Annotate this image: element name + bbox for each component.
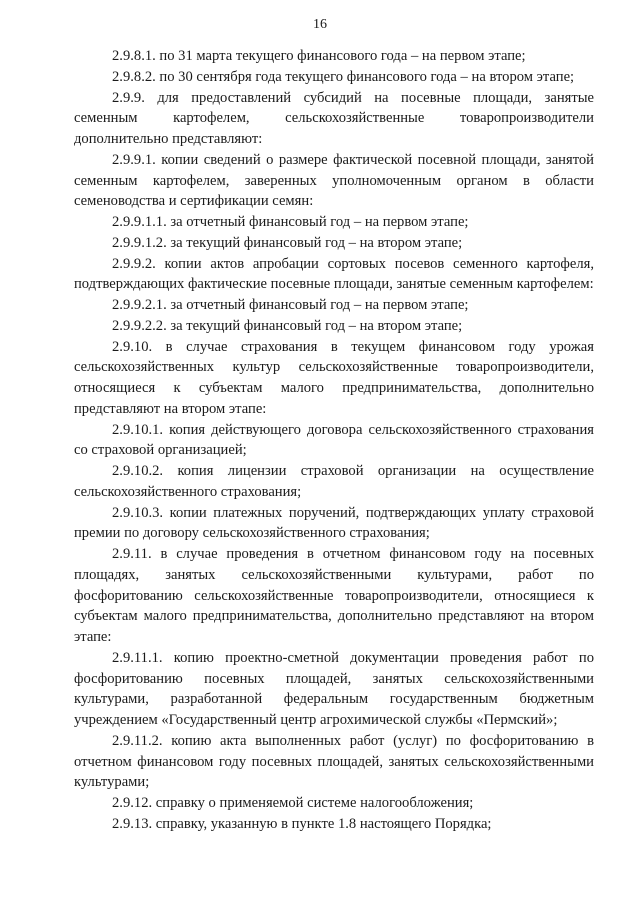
paragraph-2-9-10-2: 2.9.10.2. копия лицензии страховой организации на осуществление сельскохозяйственного страхования; (74, 463, 594, 500)
paragraph-2-9-9-1-1: 2.9.9.1.1. за отчетный финансовый год – на первом этапе; (112, 214, 469, 230)
paragraph-2-9-9-1-2: 2.9.9.1.2. за текущий финансовый год – на втором этапе; (112, 234, 463, 251)
paragraph-2-9-9-2-1: 2.9.9.2.1. за отчетный финансовый год – на первом этапе; (112, 297, 469, 313)
paragraph-2-9-10-3: 2.9.10.3. копии платежных поручений, подтверждающих уплату страховой премии по договору сельскохозяйственного страхования; (74, 504, 594, 542)
document-body (74, 46, 594, 835)
paragraph-2-9-11-2: 2.9.11.2. копию акта выполненных работ (услуг) по фосфоритованию в отчетном финансовом году посевных площадей, занятых сельскохозяйственными культурами; (74, 732, 594, 791)
paragraph-2-9-11-1: 2.9.11.1. копию проектно-сметной документации проведения работ по фосфоритованию посевных площадей, занятых сельскохозяйственными культурами, разработанной федеральным государственным бюджетным учреждением «Государственный центр агрохимической службы «Пермский»; (74, 649, 594, 728)
page-number: 16 (313, 17, 327, 32)
paragraph-2-9-11: 2.9.11. в случае проведения в отчетном финансовом году на посевных площадях, занятых сельскохозяйственными культурами, работ по фосфоритованию сельскохозяйственные товаропроизводители, относящиеся к субъектам малого предпринимательства, дополнительно представляют на втором этапе: (74, 546, 594, 645)
paragraph-2-9-13: 2.9.13. справку, указанную в пункте 1.8 настоящего Порядка; (112, 815, 492, 832)
paragraph-2-9-9-2: 2.9.9.2. копии актов апробации сортовых посевов семенного картофеля, подтверждающих фактические посевные площади, занятые семенным картофелем: (74, 255, 594, 293)
paragraph-2-9-9-1: 2.9.9.1. копии сведений о размере фактической посевной площади, занятой семенным картофелем, заверенных уполномоченным органом в области семеноводства и сертификации семян: (74, 151, 594, 210)
paragraph-2-9-8-2: 2.9.8.2. по 30 сентября года текущего финансового года – на втором этапе; (112, 68, 575, 85)
paragraph-2-9-8-1: 2.9.8.1. по 31 марта текущего финансового года – на первом этапе; (112, 48, 526, 64)
paragraph-2-9-10-1: 2.9.10.1. копия действующего договора сельскохозяйственного страхования со страховой организацией; (74, 421, 594, 459)
paragraph-2-9-9: 2.9.9. для предоставлений субсидий на посевные площади, занятые семенным картофелем, сельскохозяйственные товаропроизводители дополнительно представляют: (74, 89, 594, 147)
paragraph-2-9-12: 2.9.12. справку о применяемой системе налогообложения; (112, 795, 474, 811)
paragraph-2-9-9-2-2: 2.9.9.2.2. за текущий финансовый год – на втором этапе; (112, 317, 463, 334)
paragraph-2-9-10: 2.9.10. в случае страхования в текущем финансовом году урожая сельскохозяйственных культур сельскохозяйственные товаропроизводители, относящиеся к субъектам малого предпринимательства, дополнительно представляют на втором этапе: (74, 338, 594, 417)
